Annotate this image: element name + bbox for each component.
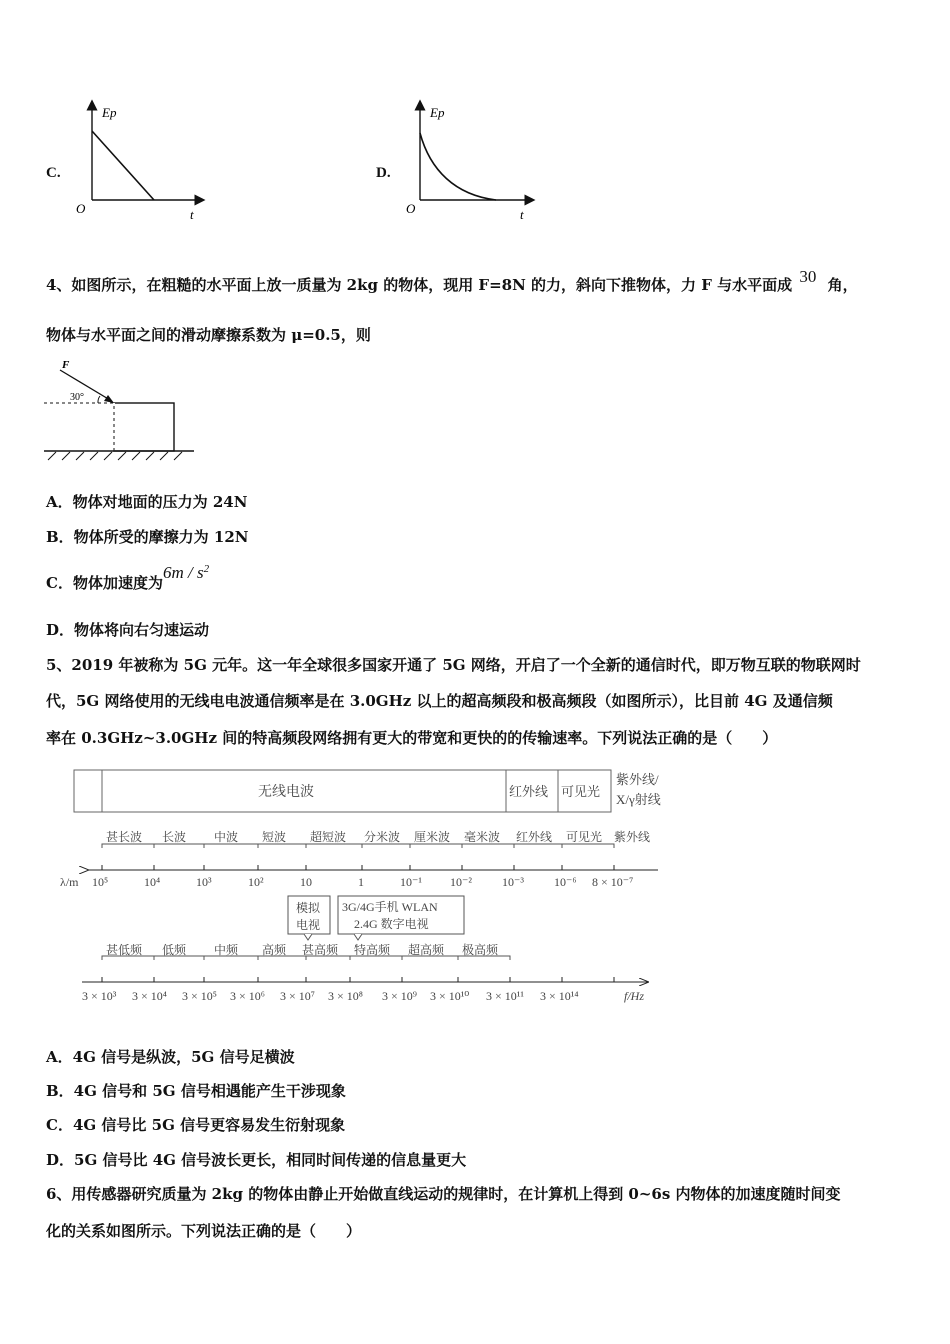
callout-tv-line2: 电视 xyxy=(296,918,321,932)
band-infrared: 红外线 xyxy=(509,784,549,799)
band-radio: 无线电波 xyxy=(258,785,314,800)
graph-c-origin: O xyxy=(76,201,86,216)
freq-tick-9: 3 × 10¹⁴ xyxy=(540,989,579,1003)
lambda-tick-4: 10 xyxy=(300,875,312,889)
freq-hf: 高频 xyxy=(262,943,287,957)
q4-option-c-sup: 2 xyxy=(203,563,210,575)
spectrum-figure xyxy=(58,764,678,1009)
wave-name-brackets xyxy=(102,844,614,848)
freq-tick-0: 3 × 10³ xyxy=(82,989,117,1003)
wave-decimeter: 分米波 xyxy=(364,830,401,844)
q5-stem-line1: 5、2019 年被称为 5G 元年。这一年全球很多国家开通了 5G 网络，开启了一个全新的通信时代，即万物互联的物联网时 xyxy=(46,656,861,674)
lambda-tick-5: 1 xyxy=(358,875,364,889)
q4-stem-line1 xyxy=(46,267,858,295)
freq-tick-5: 3 × 10⁸ xyxy=(328,989,363,1003)
q5-option-c: C．4G 信号比 5G 信号更容易发生衍射现象 xyxy=(46,1116,346,1134)
q4-angle-value: 30 xyxy=(799,267,817,286)
freq-lf: 低频 xyxy=(162,943,187,957)
callout-mobile-line2: 2.4G 数字电视 xyxy=(354,917,429,931)
wave-ultrashort: 超短波 xyxy=(310,830,347,844)
q4-option-c-text: C．物体加速度为 xyxy=(46,574,163,592)
q4-block xyxy=(114,403,174,451)
q6-stem-line1: 6、用传感器研究质量为 2kg 的物体由静止开始做直线运动的规律时，在计算机上得到 0~6s 内物体的加速度随时间变 xyxy=(46,1185,841,1203)
graph-d-x-label: t xyxy=(520,207,524,222)
q4-angle-label: 30° xyxy=(70,392,84,403)
wave-millimeter: 毫米波 xyxy=(464,830,501,844)
wave-vlf: 甚长波 xyxy=(106,830,143,844)
band-xray: X/γ射线 xyxy=(616,792,661,807)
q4-option-d: D．物体将向右匀速运动 xyxy=(46,621,210,639)
band-visible: 可见光 xyxy=(561,784,601,799)
q5-option-b: B．4G 信号和 5G 信号相遇能产生干涉现象 xyxy=(46,1082,346,1100)
freq-vhf: 甚高频 xyxy=(302,943,339,957)
freq-shf: 超高频 xyxy=(408,943,445,957)
freq-uhf: 特高频 xyxy=(354,943,391,957)
q4-stem-line1-post: 角， xyxy=(827,276,858,294)
q4-force-arrow xyxy=(60,370,110,400)
q4-figure xyxy=(44,356,196,466)
q6-stem-line2: 化的关系如图所示。下列说法正确的是（ ） xyxy=(46,1222,362,1240)
q4-option-c-math: 6m / s xyxy=(162,563,204,582)
freq-mf: 中频 xyxy=(214,943,239,957)
q4-force-label: F xyxy=(62,359,70,371)
lambda-tick-8: 10⁻³ xyxy=(502,875,524,889)
lambda-tick-0: 10⁵ xyxy=(92,875,109,889)
q5-option-a: A．4G 信号是纵波，5G 信号足横波 xyxy=(46,1048,295,1066)
wave-centimeter: 厘米波 xyxy=(414,830,451,844)
option-c-label: C. xyxy=(46,165,61,181)
option-d-label: D. xyxy=(376,165,391,181)
freq-tick-2: 3 × 10⁵ xyxy=(182,989,217,1003)
callout-tv-line1: 模拟 xyxy=(296,901,321,915)
q4-option-a: A．物体对地面的压力为 24N xyxy=(46,493,248,511)
wave-uv: 紫外线 xyxy=(614,830,651,844)
callout-mobile-line1: 3G/4G手机 WLAN xyxy=(342,900,438,914)
q4-force-arrowhead xyxy=(104,395,114,403)
freq-tick-7: 3 × 10¹⁰ xyxy=(430,989,470,1003)
wave-infrared: 红外线 xyxy=(516,830,553,844)
lambda-tick-9: 10⁻⁶ xyxy=(554,875,577,889)
q4-ground-hatch xyxy=(48,452,182,460)
band-uv: 紫外线/ xyxy=(616,772,659,787)
q4-stem-line1-pre: 4、如图所示，在粗糙的水平面上放一质量为 2kg 的物体，现用 F=8N 的力，斜向下推物体，力 F 与水平面成 xyxy=(46,276,793,294)
freq-ehf: 极高频 xyxy=(462,943,499,957)
wave-long: 长波 xyxy=(162,830,187,844)
lambda-tick-6: 10⁻¹ xyxy=(400,875,422,889)
freq-tick-3: 3 × 10⁶ xyxy=(230,989,265,1003)
freq-axis-ticks xyxy=(102,977,614,982)
q5-stem-line2: 代，5G 网络使用的无线电电波通信频率是在 3.0GHz 以上的超高频段和极高频段（如图所示），比目前 4G 及通信频 xyxy=(46,692,833,710)
lambda-axis-label: λ/m xyxy=(60,875,79,889)
q4-option-c xyxy=(46,563,210,593)
freq-axis-label: f/Hz xyxy=(624,989,645,1003)
graph-d-curve xyxy=(420,133,496,200)
lambda-tick-7: 10⁻² xyxy=(450,875,472,889)
graph-c xyxy=(70,95,210,225)
wave-short: 短波 xyxy=(262,830,287,844)
graph-d-y-label: Ep xyxy=(430,105,445,120)
wave-visible: 可见光 xyxy=(566,830,603,844)
freq-vlf: 甚低频 xyxy=(106,943,143,957)
q5-option-d: D．5G 信号比 4G 信号波长更长，相同时间传递的信息量更大 xyxy=(46,1151,467,1169)
graph-c-x-label: t xyxy=(190,207,194,222)
freq-tick-4: 3 × 10⁷ xyxy=(280,989,315,1003)
q4-option-b: B．物体所受的摩擦力为 12N xyxy=(46,528,249,546)
freq-tick-6: 3 × 10⁹ xyxy=(382,989,417,1003)
lambda-tick-10: 8 × 10⁻⁷ xyxy=(592,875,634,889)
wave-medium: 中波 xyxy=(214,830,239,844)
graph-c-y-label: Ep xyxy=(102,105,117,120)
graph-c-line xyxy=(92,131,154,200)
freq-tick-8: 3 × 10¹¹ xyxy=(486,989,524,1003)
lambda-tick-3: 10² xyxy=(248,875,264,889)
lambda-tick-1: 10⁴ xyxy=(144,875,161,889)
q5-stem-line3: 率在 0.3GHz~3.0GHz 间的特高频段网络拥有更大的带宽和更快的的传输速率。下列说法正确的是（ ） xyxy=(46,729,778,747)
graph-d-origin: O xyxy=(406,201,416,216)
lambda-tick-2: 10³ xyxy=(196,875,212,889)
q4-stem-line2: 物体与水平面之间的滑动摩擦系数为 μ=0.5，则 xyxy=(46,326,371,344)
freq-tick-1: 3 × 10⁴ xyxy=(132,989,167,1003)
q4-angle-arc xyxy=(98,396,100,403)
graph-d xyxy=(400,95,540,225)
lambda-axis-ticks xyxy=(102,865,614,870)
